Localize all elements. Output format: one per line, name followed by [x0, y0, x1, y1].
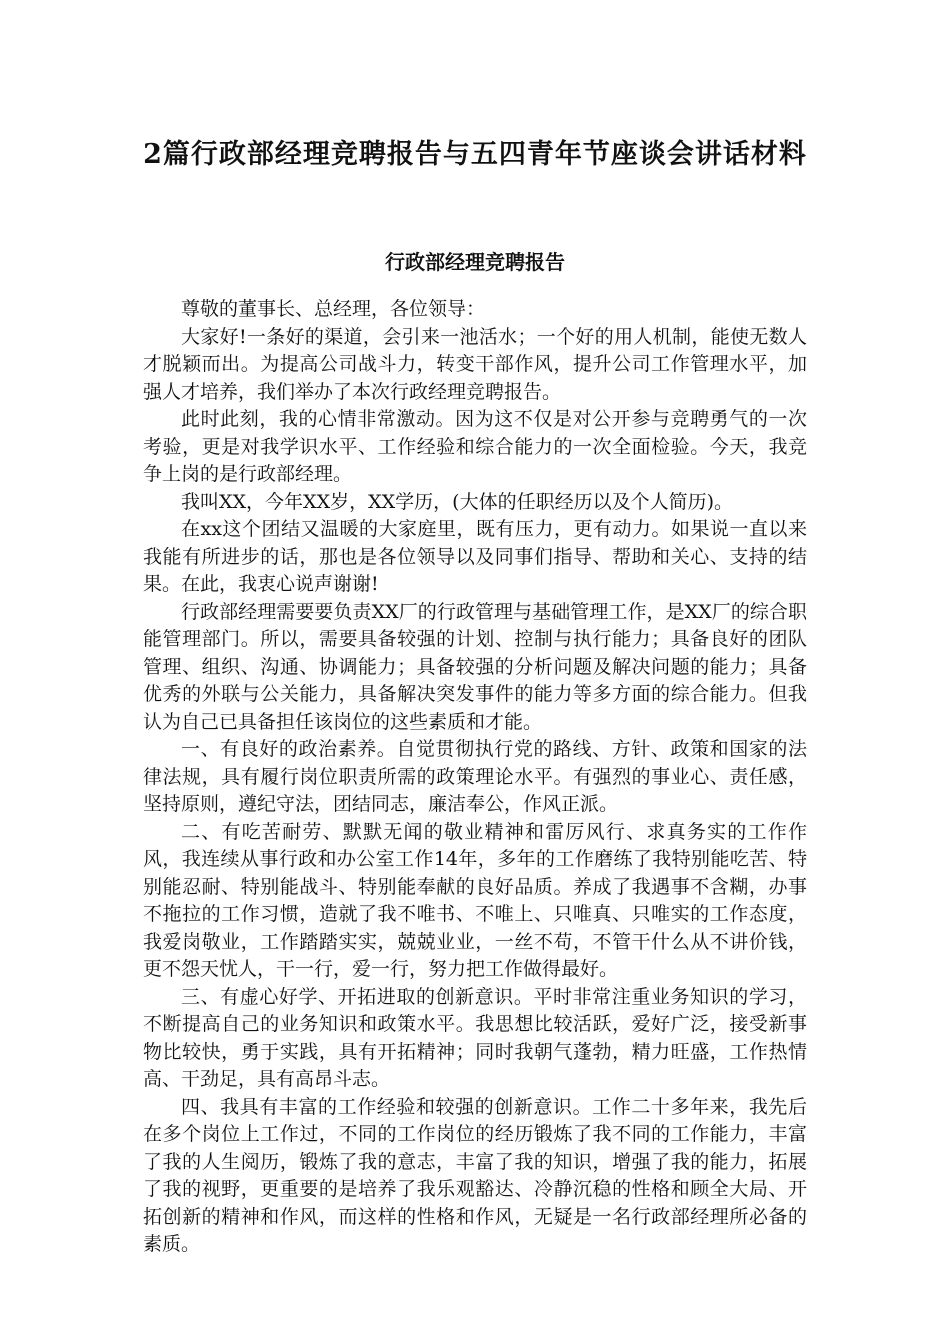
body-paragraph: 三、有虚心好学、开拓进取的创新意识。平时非常注重业务知识的学习，不断提高自己的业务知识和政策水平。我思想比较活跃，爱好广泛，接受新事物比较快，勇于实践，具有开拓精神；同时我朝气蓬勃，精力旺盛，工作热情高、干劲足，具有高昂斗志。	[143, 985, 807, 1090]
body-paragraph: 一、有良好的政治素养。自觉贯彻执行党的路线、方针、政策和国家的法律法规，具有履行岗位职责所需的政策理论水平。有强烈的事业心、责任感，坚持原则，遵纪守法，团结同志，廉洁奉公，作风正派。	[143, 738, 807, 815]
body-paragraph: 我叫XX，今年XX岁，XX学历，(大体的任职经历以及个人简历)。	[181, 490, 733, 513]
salutation-paragraph: 尊敬的董事长、总经理，各位领导：	[181, 298, 486, 320]
document-body	[143, 296, 807, 1259]
body-paragraph: 此时此刻，我的心情非常激动。因为这不仅是对公开参与竞聘勇气的一次考验，更是对我学识水平、工作经验和综合能力的一次全面检验。今天，我竞争上岗的是行政部经理。	[143, 408, 807, 485]
body-paragraph: 四、我具有丰富的工作经验和较强的创新意识。工作二十多年来，我先后在多个岗位上工作过，不同的工作岗位的经历锻炼了我不同的工作能力，丰富了我的人生阅历，锻炼了我的意志，丰富了我的知识，增强了我的能力，拓展了我的视野，更重要的是培养了我乐观豁达、冷静沉稳的性格和顾全大局、开拓创新的精神和作风，而这样的性格和作风，无疑是一名行政部经理所必备的素质。	[143, 1095, 807, 1255]
body-paragraph: 行政部经理需要要负责XX厂的行政管理与基础管理工作，是XX厂的综合职能管理部门。所以，需要具备较强的计划、控制与执行能力；具备良好的团队管理、组织、沟通、协调能力；具备较强的分析问题及解决问题的能力；具备优秀的外联与公关能力，具备解决突发事件的能力等多方面的综合能力。但我认为自己已具备担任该岗位的这些素质和才能。	[143, 600, 807, 733]
body-paragraph: 二、有吃苦耐劳、默默无闻的敬业精神和雷厉风行、求真务实的工作作风，我连续从事行政和办公室工作14年，多年的工作磨练了我特别能吃苦、特别能忍耐、特别能战斗、特别能奉献的良好品质。养成了我遇事不含糊，办事不拖拉的工作习惯，造就了我不唯书、不唯上、只唯真、只唯实的工作态度，我爱岗敬业，工作踏踏实实，兢兢业业，一丝不苟，不管干什么从不讲价钱，更不怨天忧人，干一行，爱一行，努力把工作做得最好。	[143, 820, 807, 980]
document-title: 2篇行政部经理竞聘报告与五四青年节座谈会讲话材料	[143, 139, 807, 170]
body-paragraph: 在xx这个团结又温暖的大家庭里，既有压力，更有动力。如果说一直以来我能有所进步的话，那也是各位领导以及同事们指导、帮助和关心、支持的结果。在此，我衷心说声谢谢!	[143, 518, 807, 595]
section-title: 行政部经理竞聘报告	[385, 250, 565, 274]
body-paragraph: 大家好!一条好的渠道，会引来一池活水；一个好的用人机制，能使无数人才脱颖而出。为提高公司战斗力，转变干部作风，提升公司工作管理水平，加强人才培养，我们举办了本次行政经理竞聘报告。	[143, 325, 807, 403]
